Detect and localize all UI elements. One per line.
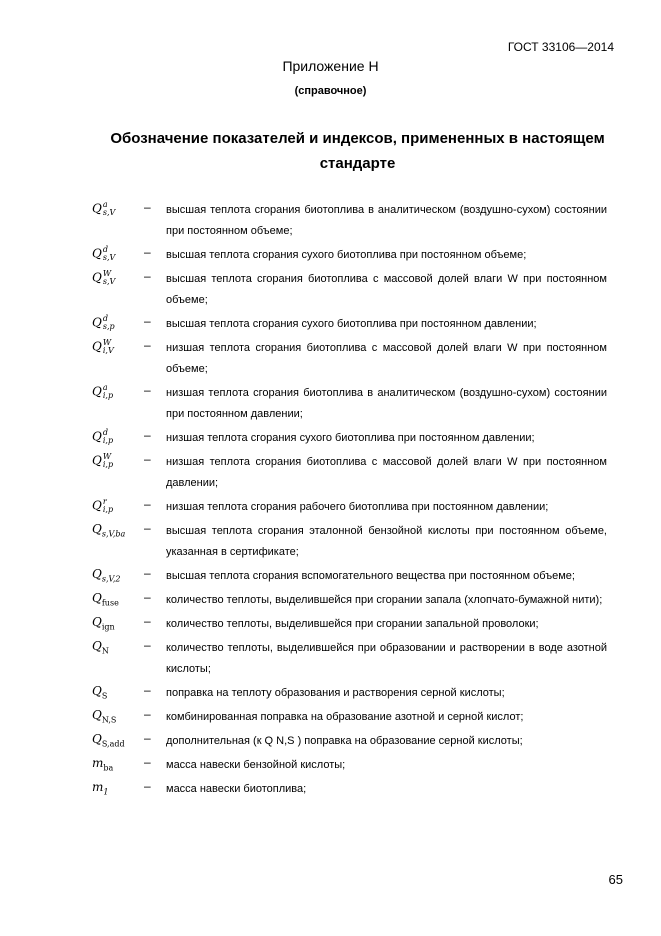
symbol: Q d s,V	[92, 245, 116, 262]
definition-row	[92, 731, 612, 752]
definition-row	[92, 200, 612, 242]
symbol: Q r i,p	[92, 497, 114, 514]
symbol: Q a s,V	[92, 200, 116, 217]
symbol: Q d i,p	[92, 428, 114, 445]
symbol: $m_1$	[92, 780, 109, 797]
definition-row	[92, 590, 612, 611]
definition-text: низшая теплота сгорания сухого биотоплива при постоянном давлении;	[166, 432, 535, 444]
definition-row	[92, 338, 612, 380]
definition-row	[92, 497, 612, 518]
symbol: Q W s,V	[92, 269, 116, 286]
definition-row	[92, 707, 612, 728]
appendix-reference: (справочное)	[294, 85, 367, 97]
symbol: $Q_{s,V,ba}$	[92, 522, 126, 539]
symbol: $Q_{fuse}$	[92, 591, 119, 608]
symbol: $Q_{N,S}$	[92, 708, 117, 725]
definition-row	[92, 638, 612, 680]
dash: –	[144, 779, 151, 793]
definition-row	[92, 683, 612, 704]
definition-row	[92, 428, 612, 449]
dash: –	[144, 269, 151, 283]
section-title: Обозначение показателей и индексов, примененных в настоящем стандарте	[110, 130, 605, 172]
dash: –	[144, 497, 151, 511]
symbol: $Q_N$	[92, 639, 109, 656]
dash: –	[144, 638, 151, 652]
definition-row	[92, 521, 612, 563]
definition-row	[92, 452, 612, 494]
definition-row	[92, 566, 612, 587]
definition-text: низшая теплота сгорания рабочего биотоплива при постоянном давлении;	[166, 501, 549, 513]
dash: –	[144, 200, 151, 214]
definition-text: поправка на теплоту образования и растворения серной кислоты;	[166, 687, 505, 699]
dash: –	[144, 245, 151, 259]
symbol: $Q_{S,add}$	[92, 732, 125, 749]
definition-text: низшая теплота сгорания биотоплива с массовой долей влаги W при постоянном давлении;	[166, 456, 607, 489]
dash: –	[144, 383, 151, 397]
symbol: Q d s,p	[92, 314, 115, 331]
definition-row	[92, 314, 612, 335]
symbol: $Q_{s,V,2}$	[92, 567, 121, 584]
definition-text: низшая теплота сгорания биотоплива с массовой долей влаги W при постоянном объеме;	[166, 342, 607, 375]
dash: –	[144, 731, 151, 745]
dash: –	[144, 755, 151, 769]
dash: –	[144, 614, 151, 628]
definition-row	[92, 755, 612, 776]
symbol: $Q_{ign}$	[92, 615, 115, 632]
dash: –	[144, 590, 151, 604]
definition-text: дополнительная (к Q N,S ) поправка на образование серной кислоты;	[166, 735, 523, 747]
dash: –	[144, 338, 151, 352]
definition-text: высшая теплота сгорания биотоплива с массовой долей влаги W при постоянном объеме;	[166, 273, 607, 306]
definition-text: высшая теплота сгорания сухого биотоплива при постоянном объеме;	[166, 249, 527, 261]
page-number: 65	[608, 872, 623, 887]
definition-text: масса навески бензойной кислоты;	[166, 759, 346, 771]
definition-text: масса навески биотоплива;	[166, 783, 307, 795]
symbol: Q a i,p	[92, 383, 114, 400]
definition-text: высшая теплота сгорания эталонной бензойной кислоты при постоянном объеме, указанная в сертификате;	[166, 525, 607, 558]
definition-row	[92, 245, 612, 266]
dash: –	[144, 314, 151, 328]
definition-text: высшая теплота сгорания сухого биотоплива при постоянном давлении;	[166, 318, 537, 330]
definition-row	[92, 779, 612, 800]
dash: –	[144, 566, 151, 580]
definition-text: количество теплоты, выделившейся при образовании и растворении в воде азотной кислоты;	[166, 642, 607, 675]
definition-text: количество теплоты, выделившейся при сгорании запала (хлопчато-бумажной нити);	[166, 594, 603, 606]
dash: –	[144, 521, 151, 535]
definition-text: комбинированная поправка на образование азотной и серной кислот;	[166, 711, 524, 723]
symbol: $m_{ba}$	[92, 756, 114, 773]
dash: –	[144, 428, 151, 442]
symbol: Q W i,p	[92, 452, 114, 469]
definition-row	[92, 614, 612, 635]
dash: –	[144, 452, 151, 466]
standard-number: ГОСТ 33106—2014	[507, 40, 614, 54]
dash: –	[144, 683, 151, 697]
symbol: Q W i,V	[92, 338, 114, 355]
definition-row	[92, 383, 612, 425]
appendix-title: Приложение Н	[282, 58, 379, 74]
dash: –	[144, 707, 151, 721]
definition-text: низшая теплота сгорания биотоплива в аналитическом (воздушно-сухом) состоянии при постоянном давлении;	[166, 387, 607, 420]
definition-row	[92, 269, 612, 311]
definition-text: количество теплоты, выделившейся при сгорании запальной проволоки;	[166, 618, 539, 630]
definition-text: высшая теплота сгорания биотоплива в аналитическом (воздушно-сухом) состоянии при постоянном объеме;	[166, 204, 607, 237]
definition-text: высшая теплота сгорания вспомогательного вещества при постоянном объеме;	[166, 570, 575, 582]
definitions-list	[92, 200, 612, 800]
symbol: $Q_S$	[92, 684, 108, 701]
